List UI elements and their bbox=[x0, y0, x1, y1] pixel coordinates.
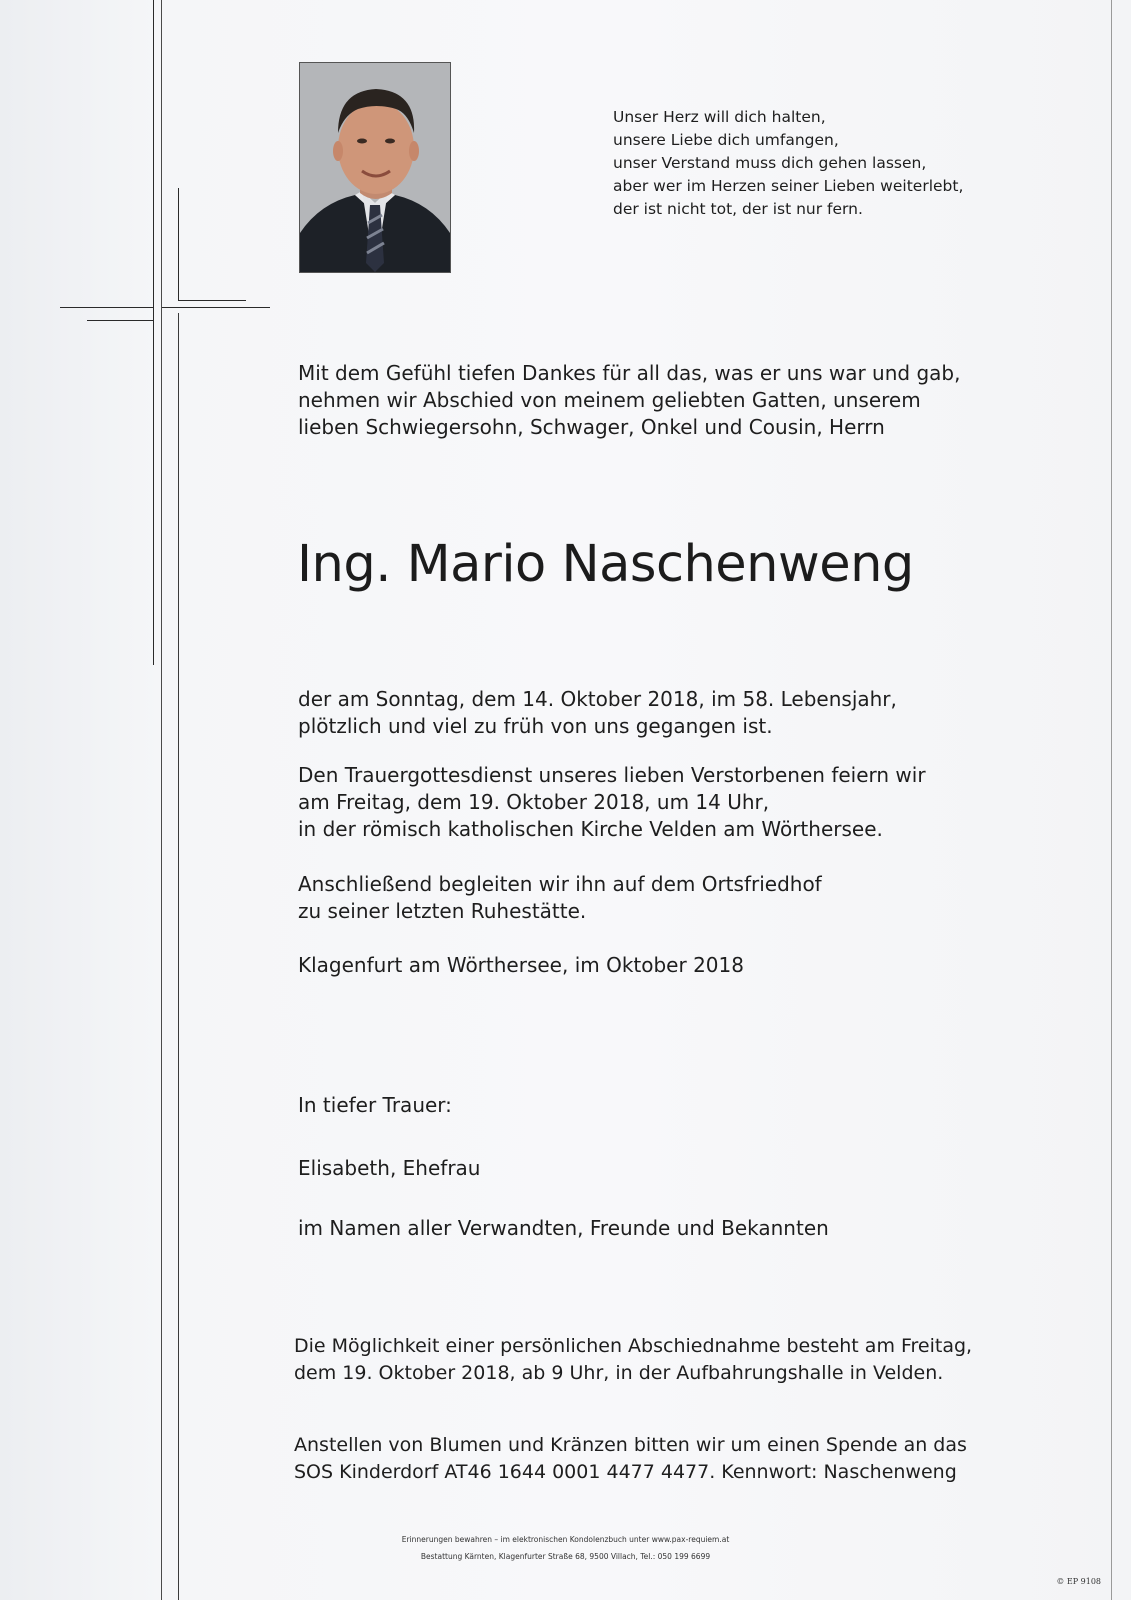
cross-vertical-left bbox=[153, 0, 154, 665]
death-line: plötzlich und viel zu früh von uns gegangen ist. bbox=[298, 714, 773, 738]
farewell-line: dem 19. Oktober 2018, ab 9 Uhr, in der Aufbahrungshalle in Velden. bbox=[294, 1362, 944, 1384]
cross-horizontal-mid bbox=[162, 307, 270, 308]
burial-paragraph bbox=[298, 871, 822, 925]
portrait-photo bbox=[299, 62, 451, 273]
page-right-edge bbox=[1111, 0, 1112, 1600]
death-paragraph bbox=[298, 686, 897, 740]
cross-vertical-right-lower bbox=[178, 313, 179, 1600]
motto-line: unser Verstand muss dich gehen lassen, bbox=[613, 154, 927, 172]
cross-horizontal-lower bbox=[87, 320, 153, 321]
footer-condolence-note: Erinnerungen bewahren – im elektronischen Kondolenzbuch unter www.pax-requiem.at bbox=[401, 1535, 730, 1544]
mourner-spouse: Elisabeth, Ehefrau bbox=[298, 1156, 481, 1180]
footer-undertaker: Bestattung Kärnten, Klagenfurter Straße 68, 9500 Villach, Tel.: 050 199 6699 bbox=[420, 1552, 711, 1561]
service-line: Den Trauergottesdienst unseres lieben Verstorbenen feiern wir bbox=[298, 763, 926, 787]
motto-verse bbox=[613, 106, 963, 221]
death-line: der am Sonntag, dem 14. Oktober 2018, im 58. Lebensjahr, bbox=[298, 687, 897, 711]
place-date: Klagenfurt am Wörthersee, im Oktober 2018 bbox=[298, 953, 744, 977]
intro-line: Mit dem Gefühl tiefen Dankes für all das, was er uns war und gab, bbox=[298, 361, 961, 385]
cross-horizontal-upper-right bbox=[178, 300, 246, 301]
farewell-line: Die Möglichkeit einer persönlichen Abschiednahme besteht am Freitag, bbox=[294, 1335, 973, 1357]
mourners-heading: In tiefer Trauer: bbox=[298, 1093, 452, 1117]
intro-line: lieben Schwiegersohn, Schwager, Onkel und Cousin, Herrn bbox=[298, 415, 885, 439]
burial-line: zu seiner letzten Ruhestätte. bbox=[298, 899, 587, 923]
donation-line: Anstellen von Blumen und Kränzen bitten wir um einen Spende an das bbox=[294, 1434, 967, 1456]
motto-line: unsere Liebe dich umfangen, bbox=[613, 131, 839, 149]
deceased-name: Ing. Mario Naschenweng bbox=[297, 535, 914, 594]
motto-line: Unser Herz will dich halten, bbox=[613, 108, 826, 126]
donation-paragraph bbox=[294, 1432, 967, 1486]
cross-vertical-right bbox=[178, 188, 179, 300]
service-paragraph bbox=[298, 762, 926, 843]
service-line: in der römisch katholischen Kirche Velden am Wörthersee. bbox=[298, 817, 883, 841]
intro-paragraph bbox=[298, 360, 960, 441]
service-line: am Freitag, dem 19. Oktober 2018, um 14 Uhr, bbox=[298, 790, 770, 814]
farewell-paragraph bbox=[294, 1333, 972, 1387]
motto-line: aber wer im Herzen seiner Lieben weiterlebt, bbox=[613, 177, 964, 195]
motto-line: der ist nicht tot, der ist nur fern. bbox=[613, 200, 863, 218]
mourners-others: im Namen aller Verwandten, Freunde und Bekannten bbox=[298, 1216, 829, 1240]
burial-line: Anschließend begleiten wir ihn auf dem Ortsfriedhof bbox=[298, 872, 822, 896]
donation-line: SOS Kinderdorf AT46 1644 0001 4477 4477. Kennwort: Naschenweng bbox=[294, 1461, 957, 1483]
cross-vertical-left-lower bbox=[161, 0, 162, 1600]
print-code: © EP 9108 bbox=[1056, 1577, 1101, 1586]
cross-horizontal-upper bbox=[60, 307, 153, 308]
intro-line: nehmen wir Abschied von meinem geliebten Gatten, unserem bbox=[298, 388, 921, 412]
